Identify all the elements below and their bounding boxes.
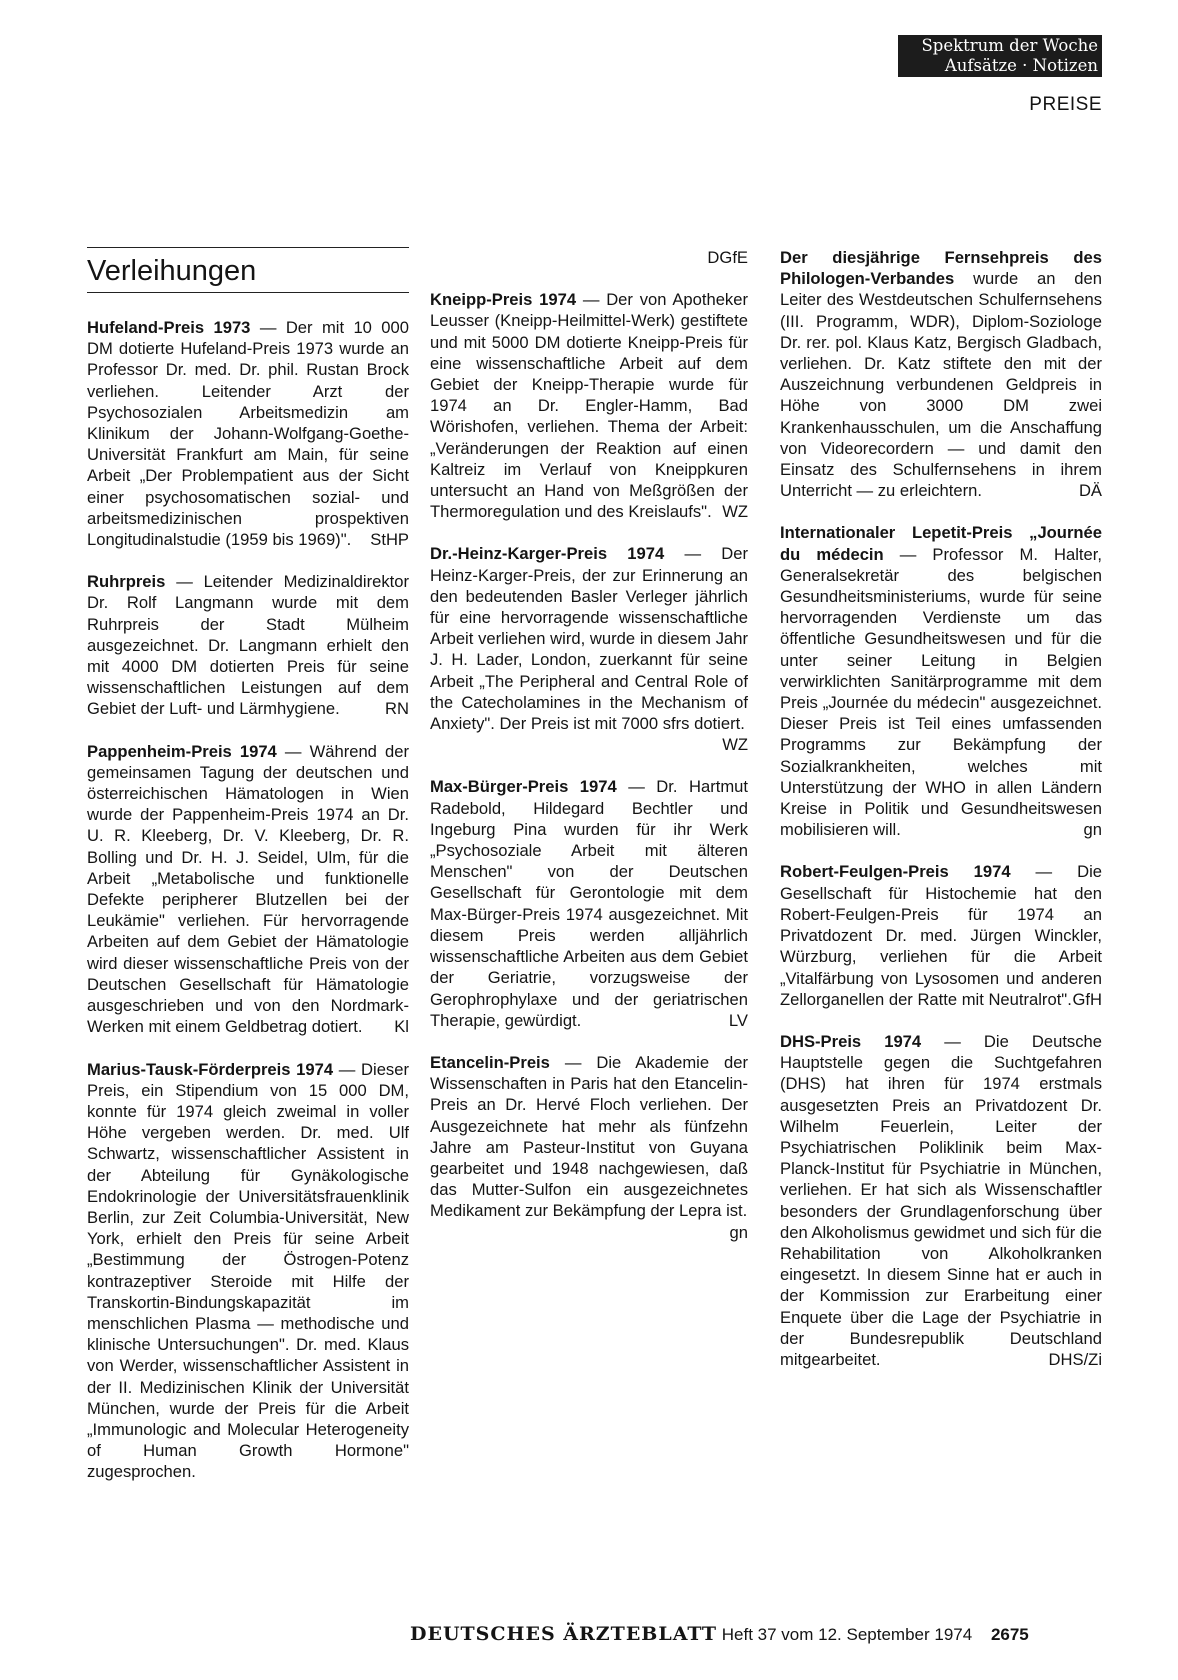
column-3 xyxy=(780,247,1102,1391)
entry-text: — Der von Apotheker Leusser (Kneipp-Heilmittel-Werk) gestiftete und mit 5000 DM dotierte Kneipp-Preis für eine wissenschaftliche Arbeit auf dem Gebiet der Kneipp-Therapie wurde für 1974 an Dr. Engler-Hamm, Bad Wörishofen, verliehen. Thema der Arbeit: „Veränderungen der Reaktion auf einen Kaltreiz im Verlauf von Kneippkuren untersucht an Hand von Meßgrößen der Thermoregulation und des Kreislaufs". xyxy=(430,290,748,522)
entry-text: — Professor M. Halter, Generalsekretär des belgischen Gesundheitsministeriums, wurde für seine hervorragenden Verdienste um das öffentliche Gesundheitswesen und für die unter seiner Leitung in Belgien verwirklichten Sanitärprogramme mit dem Preis „Journée du médecin" ausgezeichnet. Dieser Preis ist Teil eines umfassenden Programms zur Bekämpfung der Sozialkrankheiten, welches mit Unterstützung der WHO in allen Ländern Kreise in Politik und Gesundheitswesen mobilisieren will. xyxy=(780,544,1102,840)
footer-journal: DEUTSCHES ÄRZTEBLATT xyxy=(410,1623,718,1645)
entry-title: Pappenheim-Preis 1974 xyxy=(87,741,277,761)
entry-title: Kneipp-Preis 1974 xyxy=(430,290,577,310)
column-2 xyxy=(430,247,748,1264)
entry-text: — Dr. Hartmut Radebold, Hildegard Bechtler und Ingeburg Pina wurden für ihr Werk „Psychosoziale Arbeit mit älteren Menschen" von der Deutschen Gesellschaft für Gerontologie mit dem Max-Bürger-Preis 1974 ausgezeichnet. Mit diesem Preis werden alljährlich wissenschaftliche Arbeiten aus dem Gebiet der Geriatrie, vorzugsweise der Gerophrophylaxe und der geriatrischen Therapie, gewürdigt. xyxy=(430,777,748,1030)
section-header-box xyxy=(898,35,1102,77)
entry-ruhrpreis xyxy=(87,571,409,719)
entry-signature: WZ xyxy=(722,735,748,755)
entry-title: Dr.-Heinz-Karger-Preis 1974 xyxy=(430,544,665,564)
entry-max-buerger xyxy=(430,776,748,1030)
entry-text: — Die Gesellschaft für Histochemie hat den Robert-Feulgen-Preis für 1974 an Privatdozent Dr. med. Jürgen Winckler, Würzburg, verliehen für die Arbeit „Vitalfärbung von Lysosomen und anderen Zellorganellen der Ratte mit Neutralrot". xyxy=(780,862,1102,1009)
entry-kneipp xyxy=(430,289,748,522)
entry-signature: Kl xyxy=(394,1017,409,1037)
entry-text: — Die Deutsche Hauptstelle gegen die Suchtgefahren (DHS) hat ihren für 1974 erstmals ausgesetzten Preis an Privatdozent Dr. Wilhelm Feuerlein, Leiter der Psychiatrischen Poliklinik beim Max-Planck-Institut für Psychiatrie in München, verliehen. Er hat sich als Wissenschaftler besonders der Grundlagenforschung über den Alkoholismus gewidmet und sich für die Rehabilitation von Alkoholkranken eingesetzt. In diesem Sinne hat er auch in der Kommission zur Erarbeitung einer Enquete über die Lage der Psychiatrie in der Bundesrepublik Deutschland mitgearbeitet. xyxy=(780,1031,1102,1369)
page-footer xyxy=(410,1623,1102,1645)
entry-title: Ruhrpreis xyxy=(87,572,166,592)
entry-signature: LV xyxy=(728,1010,748,1030)
entry-text: — Der Heinz-Karger-Preis, der zur Erinnerung an den bedeutenden Basler Verleger jährlich für eine hervorragende wissenschaftliche Arbeit verliehen wird, wurde in diesem Jahr J. H. Lader, London, zuerkannt für seine Arbeit „The Peripheral and Central Role of the Catecholamines in the Mechanism of Anxiety". Der Preis ist mit 7000 sfrs dotiert. xyxy=(430,544,748,734)
footer-page-number: 2675 xyxy=(990,1625,1029,1644)
entry-signature: gn xyxy=(1083,820,1102,840)
entry-title: Internationaler Lepetit-Preis „Journée du médecin xyxy=(780,523,1102,564)
heading-top-rule xyxy=(87,247,409,248)
entry-etancelin xyxy=(430,1052,748,1243)
entry-heinz-karger xyxy=(430,543,748,755)
header-line-1: Spektrum der Woche xyxy=(921,36,1098,55)
entry-title: Hufeland-Preis 1973 xyxy=(87,318,251,337)
entry-title: Robert-Feulgen-Preis 1974 xyxy=(780,862,1011,882)
entry-signature: StHP xyxy=(370,530,409,550)
entry-signature: GfH xyxy=(1072,989,1102,1009)
entry-signature: DGfE xyxy=(707,248,748,267)
entry-text: — Während der gemeinsamen Tagung der deutschen und österreichischen Hämatologen in Wien wurde der Pappenheim-Preis 1974 an Dr. U. R. Kleeberg, Dr. V. Kleeberg, Dr. R. Bolling und Dr. H. J. Seidel, Ulm, für die Arbeit „Metabolische und funktionelle Defekte peripherer Blutzellen bei der Leukämie" verliehen. Für hervorragende Arbeiten auf dem Gebiet der Hämatologie wird dieser wissenschaftliche Preis von der Deutschen Gesellschaft für Hämatologie ausgeschrieben und von den Nordmark-Werken mit einem Geldbetrag dotiert. xyxy=(87,741,409,1037)
entry-text: — Die Akademie der Wissenschaften in Paris hat den Etancelin-Preis an Dr. Hervé Floch verliehen. Der Ausgezeichnete hat mehr als fünfzehn Jahre am Pasteur-Institut von Guyana gearbeitet und 1948 nachgewiesen, daß das Mutter-Sulfon ein ausgezeichnetes Medikament zur Bekämpfung der Lepra ist. xyxy=(430,1052,748,1221)
entry-text: — Der mit 10 000 DM dotierte Hufeland-Preis 1973 wurde an Professor Dr. med. Dr. phil. Rustan Brock verliehen. Leitender Arzt der Psychosozialen Arbeitsmedizin am Klinikum der Johann-Wolfgang-Goethe-Universität Frankfurt am Main, für seine Arbeit „Der Problempatient aus der Sicht einer psychosomatischen sozial- und arbeitsmedizinischen prospektiven Longitudinalstudie (1959 bis 1969)". xyxy=(87,318,409,550)
entry-signature: WZ xyxy=(722,502,748,522)
page-heading: Verleihungen xyxy=(87,254,409,293)
entry-signature: DÄ xyxy=(1078,481,1102,501)
column-1 xyxy=(87,247,409,1504)
footer-issue: Heft 37 vom 12. September 1974 xyxy=(721,1625,973,1644)
entry-lepetit xyxy=(780,522,1102,840)
entry-title: Marius-Tausk-Förderpreis 1974 xyxy=(87,1059,334,1079)
entry-marius-tausk xyxy=(87,1059,409,1483)
entry-robert-feulgen xyxy=(780,861,1102,1009)
entry-marius-tausk-cont xyxy=(430,247,748,268)
entry-title: Der diesjährige Fernsehpreis des Philologen-Verbandes xyxy=(780,248,1102,289)
entry-text: wurde an den Leiter des Westdeutschen Schulfernsehens (III. Programm, WDR), Diplom-Soziologe Dr. rer. pol. Klaus Katz, Bergisch Gladbach, verliehen. Dr. Katz stiftete den mit der Auszeichnung verbundenen Geldpreis in Höhe von 3000 DM zwei Krankenhausschulen, um die Anschaffung von Videorecordern — und damit den Einsatz des Schulfernsehens in ihrem Unterricht — zu erleichtern. xyxy=(780,269,1102,501)
entry-signature: RN xyxy=(385,699,409,719)
entry-text: — Dieser Preis, ein Stipendium von 15 000 DM, konnte für 1974 gleich zweimal in voller Höhe vergeben werden. Dr. med. Ulf Schwartz, wissenschaftlicher Assistent in der Abteilung für Gynäkologische Endokrinologie der Universitätsfrauenklinik Berlin, zur Zeit Columbia-Universität, New York, erhielt den Preis für seine Arbeit „Bestimmung der Östrogen-Potenz kontrazeptiver Steroide mit Hilfe der Transkortin-Bindungskapazität im menschlichen Plasma — methodische und klinische Untersuchungen". Dr. med. Klaus von Werder, wissenschaftlicher Assistent in der II. Medizinischen Klinik der Universität München, wurde der Preis für die Arbeit „Immunologic and Molecular Heterogeneity of Human Growth Hormone" zugesprochen. xyxy=(87,1059,409,1482)
entry-fernsehpreis xyxy=(780,247,1102,501)
entry-title: DHS-Preis 1974 xyxy=(780,1031,922,1051)
entry-hufeland xyxy=(87,317,409,550)
entry-signature: DHS/Zi xyxy=(1048,1349,1102,1369)
section-tag: PREISE xyxy=(1029,94,1102,115)
entry-text: — Leitender Medizinaldirektor Dr. Rolf Langmann wurde mit dem Ruhrpreis der Stadt Mülheim ausgezeichnet. Dr. Langmann erhielt den mit 4000 DM dotierten Preis für seine wissenschaftlichen Leistungen auf dem Gebiet der Luft- und Lärmhygiene. xyxy=(87,572,409,719)
entry-title: Max-Bürger-Preis 1974 xyxy=(430,777,617,797)
entry-pappenheim xyxy=(87,741,409,1038)
entry-dhs xyxy=(780,1031,1102,1370)
header-line-2: Aufsätze · Notizen xyxy=(944,56,1098,75)
entry-signature: gn xyxy=(729,1222,748,1242)
entry-title: Etancelin-Preis xyxy=(430,1052,550,1072)
